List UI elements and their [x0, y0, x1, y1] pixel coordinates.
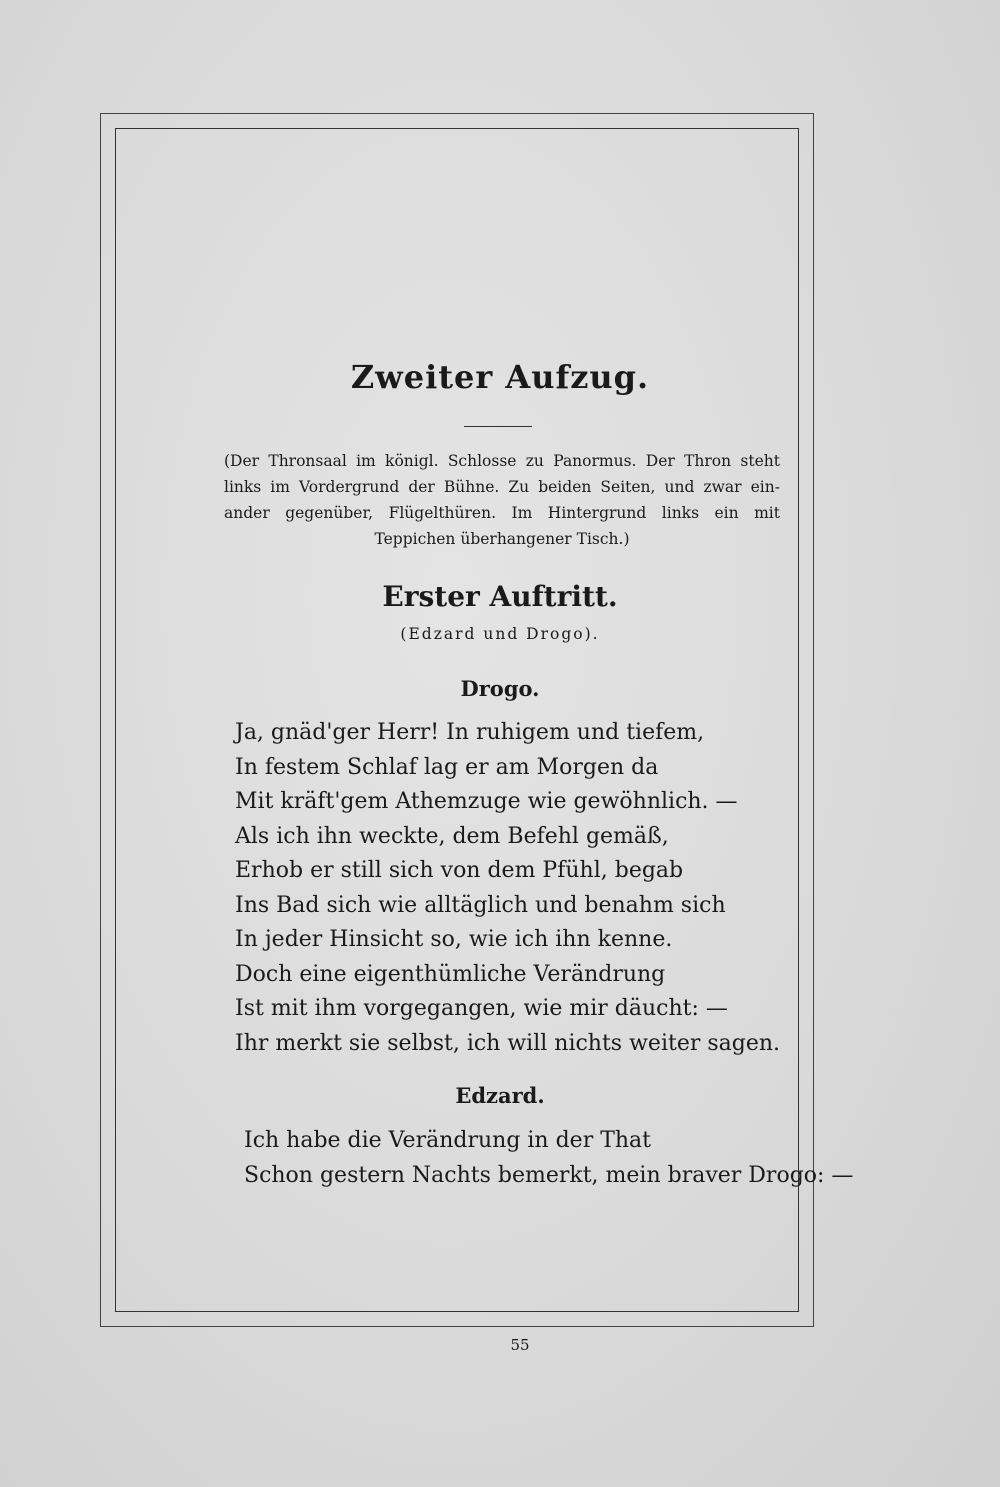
verse-line: In festem Schlaf lag er am Morgen da: [235, 754, 659, 780]
verse-line: Doch eine eigenthümliche Verändrung: [235, 961, 666, 987]
speech-verse: [235, 716, 795, 1061]
verse-line: Ist mit ihm vorgegangen, wie mir däucht: —: [235, 996, 728, 1021]
verse-line: Ich habe die Verändrung in der That: [244, 1128, 651, 1153]
scene-persons: (Edzard und Drogo).: [400, 625, 600, 643]
title-divider: [464, 426, 532, 427]
verse-line: Erhob er still sich von dem Pfühl, begab: [235, 858, 684, 883]
scene-title: Erster Auftritt.: [382, 580, 618, 613]
verse-line: Ihr merkt sie selbst, ich will nichts weiter sagen.: [235, 1030, 781, 1056]
verse-line: Mit kräft'gem Athemzuge wie gewöhnlich. —: [235, 789, 738, 814]
speaker-name: Drogo.: [460, 676, 540, 701]
act-title: Zweiter Aufzug.: [350, 358, 650, 396]
page-number: 55: [510, 1336, 530, 1354]
verse-line: Ja, gnäd'ger Herr! In ruhigem und tiefem,: [235, 720, 705, 745]
stage-direction: (Der Thronsaal im königl. Schlosse zu Panormus. Der Thron steht links im Vordergrund der Bühne. Zu beiden Seiten, und zwar ein- ander gegenüber, Flügelthüren. Im Hintergrund links ein mit Teppichen überhangener Tisch.): [224, 452, 780, 548]
verse-line: Ins Bad sich wie alltäglich und benahm sich: [235, 892, 726, 918]
speaker-name: Edzard.: [455, 1083, 545, 1108]
verse-line: Schon gestern Nachts bemerkt, mein braver Drogo: —: [244, 1162, 854, 1188]
verse-line: In jeder Hinsicht so, wie ich ihn kenne.: [235, 927, 673, 952]
speech-verse: [244, 1124, 854, 1193]
verse-line: Als ich ihn weckte, dem Befehl gemäß,: [235, 823, 669, 849]
